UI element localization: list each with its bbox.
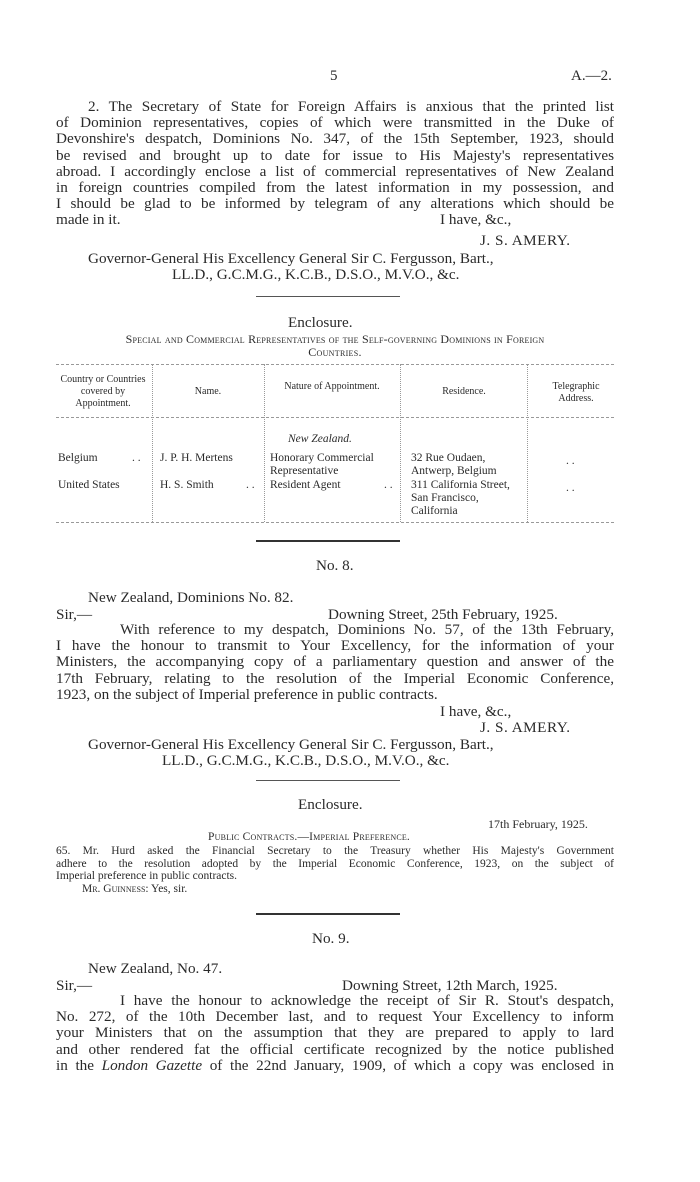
thick-divider xyxy=(256,540,400,542)
para2-line: abroad. I accordingly enclose a list of commercial representatives of New Zealand xyxy=(56,162,614,180)
para2-line: I should be glad to be informed by telegram of any alterations which should be xyxy=(56,195,614,213)
enclosure-heading: Enclosure. xyxy=(288,314,353,331)
no8-line: I have the honour to transmit to Your Excellency, for the information of your xyxy=(56,637,614,655)
despatch-origin: New Zealand, Dominions No. 82. xyxy=(88,589,294,606)
cell-country: Belgium xyxy=(58,452,98,464)
no9-last-line xyxy=(56,1058,614,1074)
col-header-residence: Residence. xyxy=(442,386,486,397)
no8-signature: J. S. AMERY. xyxy=(480,719,571,736)
no9-last-line-end: of the 22nd January, 1909, of which a copy was enclosed in xyxy=(202,1056,614,1074)
no9-line: No. 272, of the 10th December last, and to request Your Excellency to inform xyxy=(56,1008,614,1026)
cell-appointment: Honorary Commercial Representative xyxy=(270,452,374,477)
no9-line: your Ministers that on the assumption that they are prepared to apply to lard xyxy=(56,1024,614,1042)
para2-last-line: made in it. xyxy=(56,211,121,229)
question-last-line: Imperial preference in public contracts. xyxy=(56,870,238,883)
enclosure-title: Special and Commercial Representatives of the Self-governing Dominions in Foreign xyxy=(125,332,545,346)
cell-telegraphic: . . xyxy=(566,455,575,467)
column-divider xyxy=(264,364,265,522)
para2-closing: I have, &c., xyxy=(440,211,512,229)
cell-name: H. S. Smith xyxy=(160,479,214,491)
question-line: adhere to the resolution adopted by the Imperial Economic Conference, 1923, on the subject of xyxy=(56,857,614,870)
no8-body xyxy=(56,622,614,703)
despatch-heading-no9: No. 9. xyxy=(312,930,350,947)
enclosure-subject: Public Contracts.—Imperial Preference. xyxy=(208,831,411,843)
thick-divider xyxy=(256,913,400,915)
salutation: Sir,— xyxy=(56,977,93,994)
document-reference: A.—2. xyxy=(571,68,612,84)
para2-addressee: Governor-General His Excellency General Sir C. Fergusson, Bart., xyxy=(88,250,494,267)
para2-line: 2. The Secretary of State for Foreign Affairs is anxious that the printed list xyxy=(88,98,614,115)
cell-residence: 311 California Street, San Francisco, California xyxy=(411,479,510,517)
no8-line: 17th February, relating to the resolution of the Imperial Economic Conference, xyxy=(56,669,614,687)
no9-last-line-start: in the xyxy=(56,1056,102,1074)
enclosure-date: 17th February, 1925. xyxy=(488,817,588,831)
no8-closing: I have, &c., xyxy=(440,703,512,720)
divider xyxy=(256,780,400,781)
answer-text: : Yes, sir. xyxy=(145,882,188,895)
despatch-origin: New Zealand, No. 47. xyxy=(88,960,223,977)
col-header-appointment: Nature of Appointment. xyxy=(284,381,380,392)
table-bottom-rule xyxy=(56,522,614,523)
table-top-rule xyxy=(56,364,614,365)
cell-leader-dots: . . xyxy=(384,479,393,491)
column-divider xyxy=(527,364,528,522)
parliamentary-question xyxy=(56,845,614,895)
table-header-rule xyxy=(56,417,614,418)
place-date: Downing Street, 12th March, 1925. xyxy=(342,977,558,994)
no8-addressee-titles: LL.D., G.C.M.G., K.C.B., D.S.O., M.V.O., &c. xyxy=(162,752,450,769)
place-date: Downing Street, 25th February, 1925. xyxy=(328,606,558,623)
no9-line: I have the honour to acknowledge the receipt of Sir R. Stout's despatch, xyxy=(120,992,614,1009)
enclosure-heading: Enclosure. xyxy=(298,796,363,813)
cell-leader-dots: . . xyxy=(246,479,255,491)
answer-speaker: Mr. Guinness xyxy=(82,882,146,895)
no8-addressee: Governor-General His Excellency General Sir C. Fergusson, Bart., xyxy=(88,736,494,753)
no9-body xyxy=(56,993,614,1074)
cell-telegraphic: . . xyxy=(566,482,575,494)
cell-country: United States xyxy=(58,479,120,491)
no9-line: and other rendered fat the official certificate recognized by the notice published xyxy=(56,1040,614,1058)
salutation: Sir,— xyxy=(56,606,93,623)
enclosure-title-cont: Countries. xyxy=(308,345,362,359)
divider xyxy=(256,296,400,297)
cell-appointment: Resident Agent xyxy=(270,479,341,491)
para2-signature: J. S. AMERY. xyxy=(480,232,571,249)
col-header-country: Country or Countries covered by Appointment. xyxy=(60,374,146,409)
page-number: 5 xyxy=(330,68,338,84)
para2-addressee-titles: LL.D., G.C.M.G., K.C.B., D.S.O., M.V.O., &c. xyxy=(172,266,460,283)
despatch-heading-no8: No. 8. xyxy=(316,557,354,574)
no8-last-line: 1923, on the subject of Imperial preference in public contracts. xyxy=(56,685,438,703)
no8-line: Ministers, the accompanying copy of a parliamentary question and answer of the xyxy=(56,653,614,671)
table-group-label: New Zealand. xyxy=(288,433,352,445)
cell-leader-dots: . . xyxy=(132,452,141,464)
para2-line: Devonshire's despatch, Dominions No. 347, of the 15th September, 1923, should xyxy=(56,130,614,148)
no8-line: With reference to my despatch, Dominions No. 57, of the 13th February, xyxy=(120,621,614,638)
para2-line: of Dominion representatives, copies of which were transmitted in the Duke of xyxy=(56,114,614,132)
gazette-title: London Gazette xyxy=(101,1056,203,1074)
paragraph-2 xyxy=(56,99,614,229)
question-line: 65. Mr. Hurd asked the Financial Secretary to the Treasury whether His Majesty's Government xyxy=(56,845,614,857)
col-header-name: Name. xyxy=(194,386,222,397)
para2-line: in foreign countries compiled from the latest information in my possession, and xyxy=(56,179,614,197)
cell-residence: 32 Rue Oudaen, Antwerp, Belgium xyxy=(411,452,497,477)
col-header-telegraphic: Telegraphic Address. xyxy=(552,381,600,404)
cell-name: J. P. H. Mertens xyxy=(160,452,233,464)
para2-line: be revised and brought up to date for issue to His Majesty's representatives xyxy=(56,146,614,164)
